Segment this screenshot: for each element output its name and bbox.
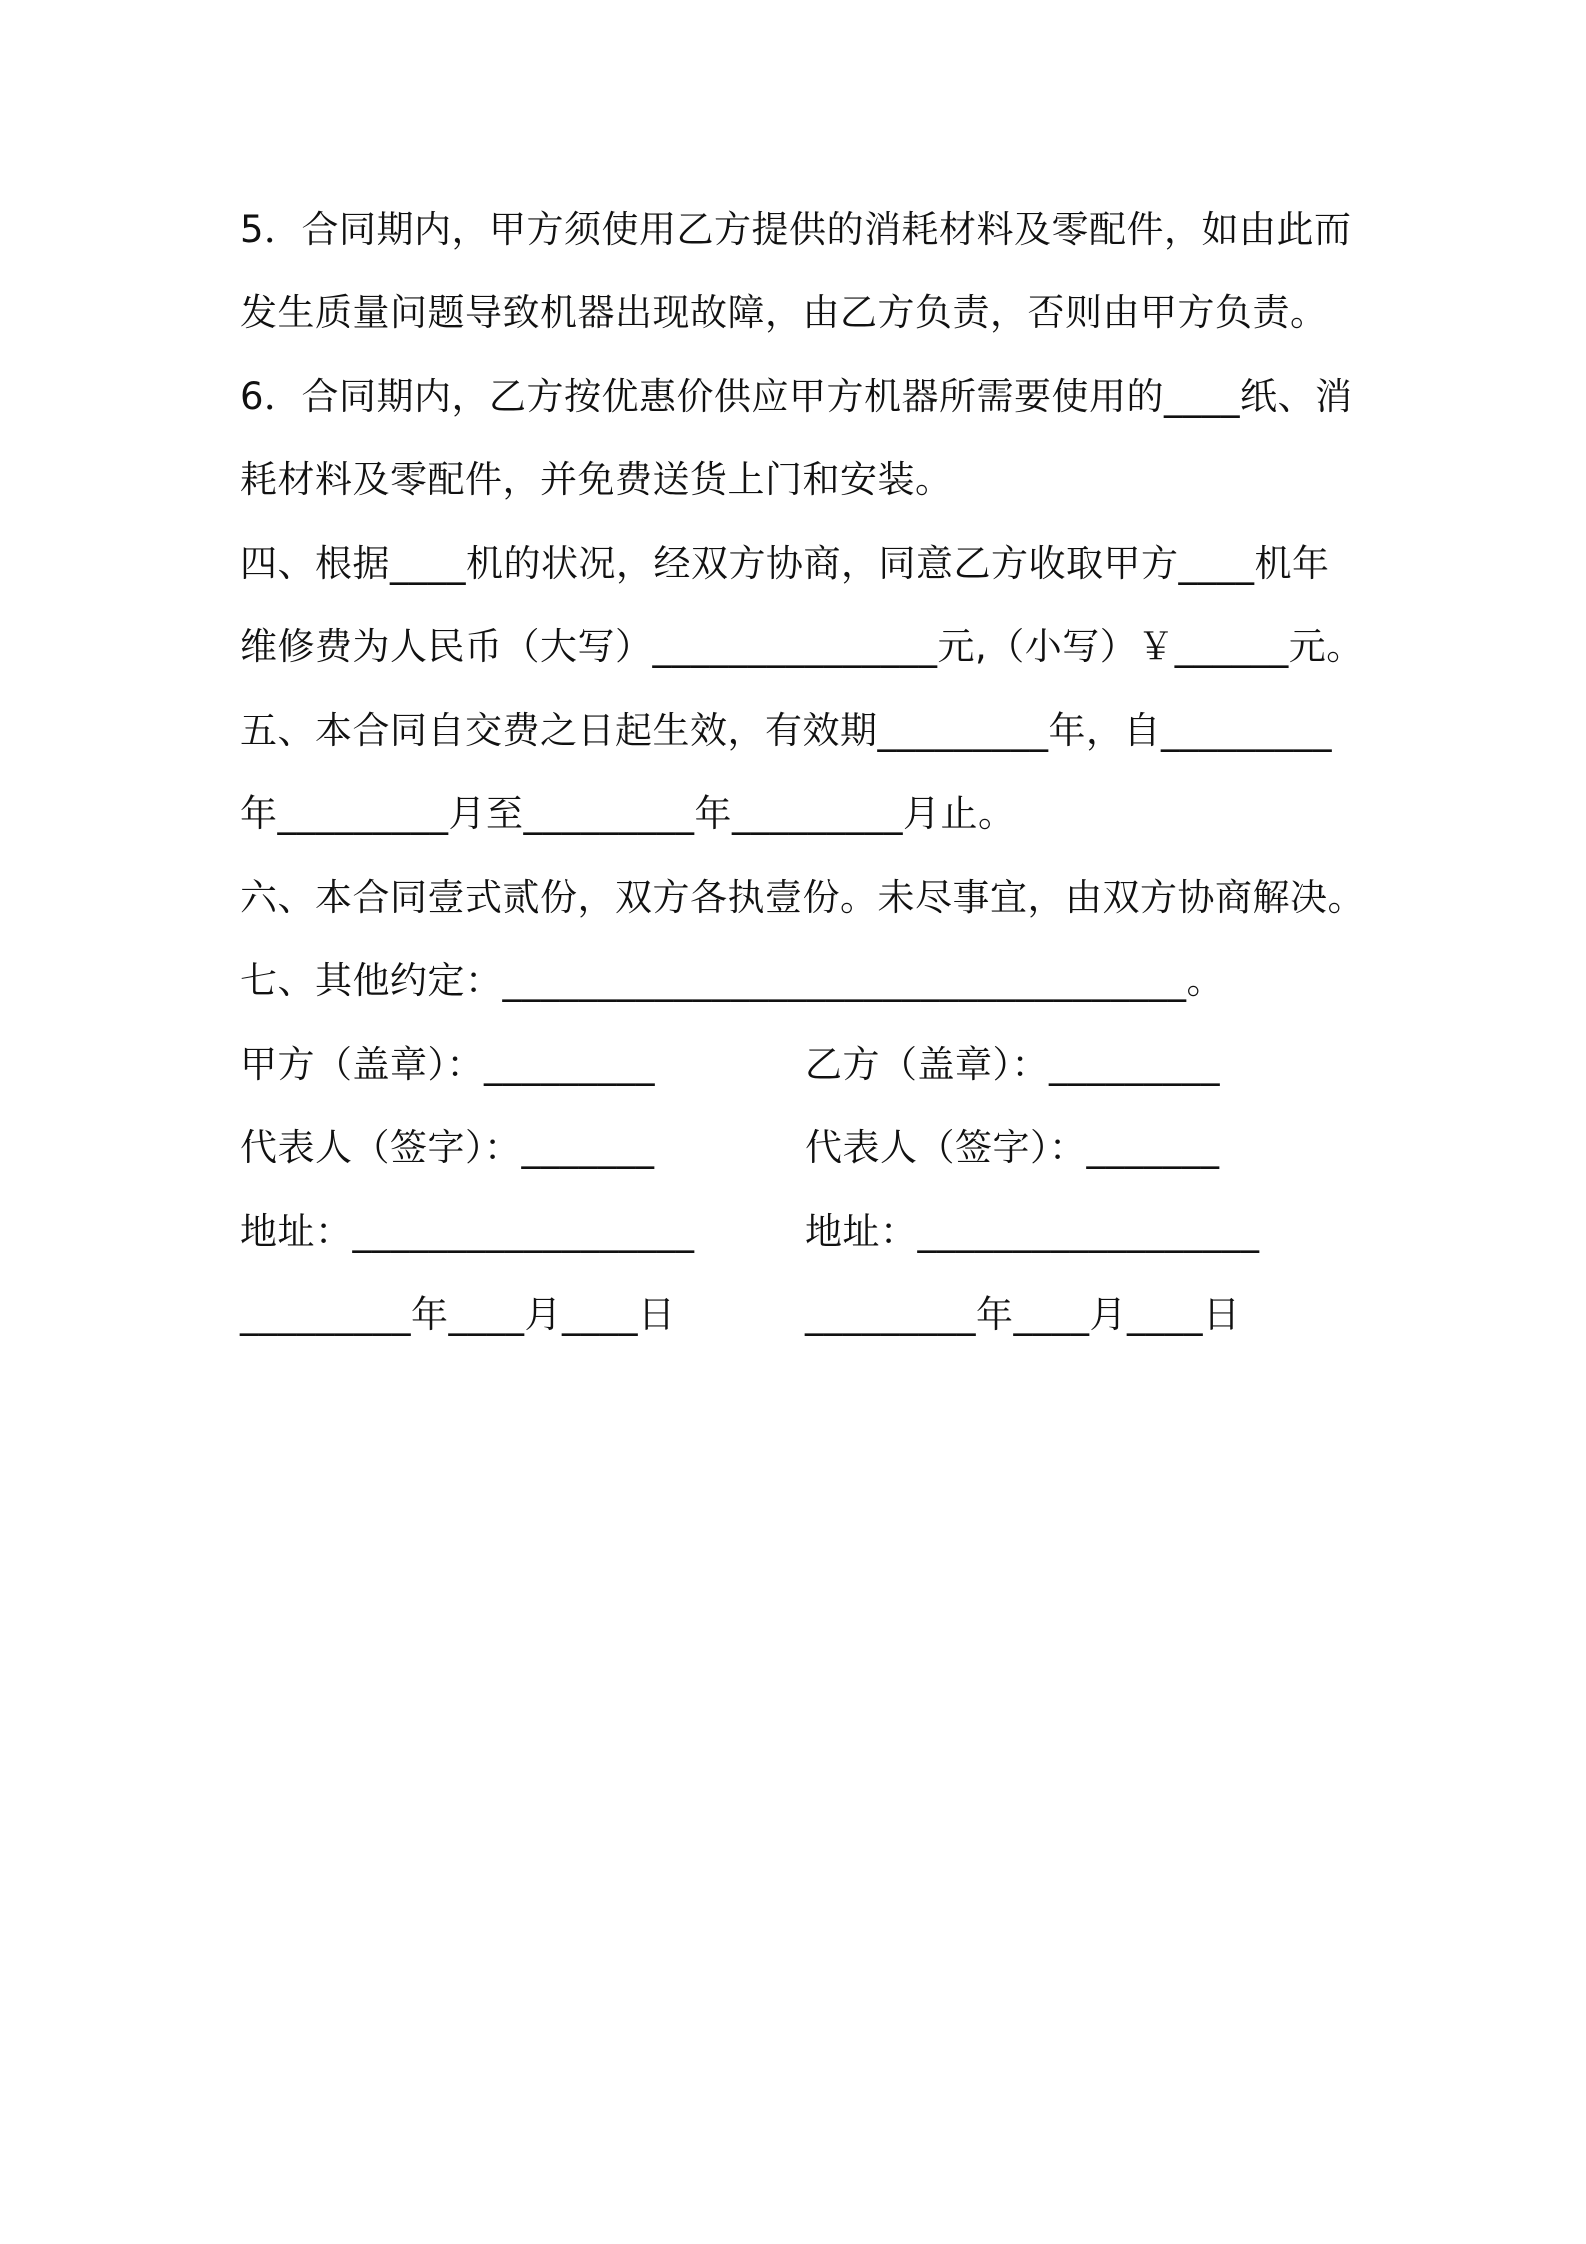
clause-6-line-1: 6．合同期内，乙方按优惠价供应甲方机器所需要使用的____纸、消 [240,375,1353,418]
party-b-seal: 乙方（盖章）：_________ [805,1043,1220,1086]
clause-5-line-1: 5．合同期内，甲方须使用乙方提供的消耗材料及零配件，如由此而 [240,208,1352,251]
party-a-representative: 代表人（签字）：_______ [240,1126,655,1169]
party-a-date: _________年____月____日 [240,1293,676,1336]
party-b-address: 地址：__________________ [805,1210,1260,1253]
section-6-line: 六、本合同壹式贰份，双方各执壹份。未尽事宜，由双方协商解决。 [240,876,1365,919]
section-7-line: 七、其他约定：____________________________________。 [240,959,1224,1002]
section-4-line-2: 维修费为人民币（大写）_______________元,（小写）￥______元。 [240,625,1364,668]
party-b-representative: 代表人（签字）：_______ [805,1126,1220,1169]
party-b-date: _________年____月____日 [805,1293,1241,1336]
section-5-line-2: 年_________月至_________年_________月止。 [240,792,1016,835]
clause-6-line-2: 耗材料及零配件，并免费送货上门和安装。 [240,458,953,501]
party-a-seal: 甲方（盖章）：_________ [240,1043,655,1086]
clause-5-line-2: 发生质量问题导致机器出现故障，由乙方负责，否则由甲方负责。 [240,291,1328,334]
section-5-line-1: 五、本合同自交费之日起生效，有效期_________年，自_________ [240,709,1332,752]
section-4-line-1: 四、根据____机的状况，经双方协商，同意乙方收取甲方____机年 [240,542,1330,585]
party-a-address: 地址：__________________ [240,1210,695,1253]
